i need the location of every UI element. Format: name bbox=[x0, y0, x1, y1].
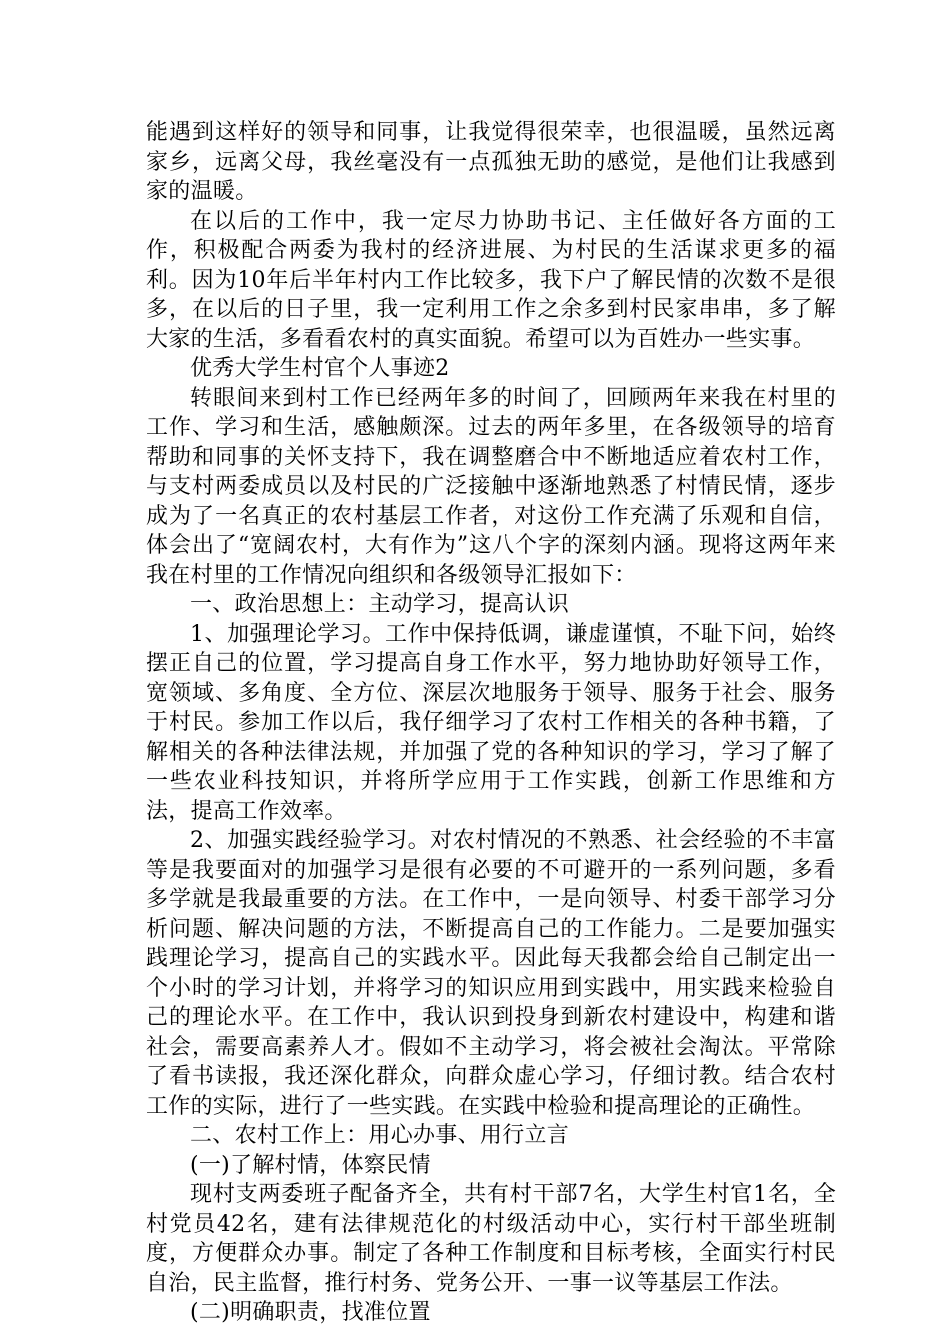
paragraph-practice-study: 2、加强实践经验学习。对农村情况的不熟悉、社会经验的不丰富等是我要面对的加强学习是很有必要的不可避开的一系列问题，多看多学就是我最重要的方法。在工作中，一是向领导、村委干部学习分析问题、解决问题的方法，不断提高自己的工作能力。二是要加强实践理论学习，提高自己的实践水平。因此每天我都会给自己制定出一个小时的学习计划，并将学习的知识应用到实践中，用实践来检验自己的理论水平。在工作中，我认识到投身到新农村建设中，构建和谐社会，需要高素养人才。假如不主动学习，将会被社会淘汰。平常除了看书读报，我还深化群众，向群众虚心学习，仔细讨教。结合农村工作的实际，进行了一些实践。在实践中检验和提高理论的正确性。 bbox=[146, 828, 836, 1119]
document-page bbox=[146, 118, 836, 1328]
heading-political-thought: 一、政治思想上：主动学习，提高认识 bbox=[190, 592, 570, 617]
section-title-story-2: 优秀大学生村官个人事迹2 bbox=[190, 356, 450, 381]
paragraph-continuation: 能遇到这样好的领导和同事，让我觉得很荣幸，也很温暖，虽然远离家乡，远离父母，我丝毫没有一点孤独无助的感觉，是他们让我感到家的温暖。 bbox=[146, 120, 836, 204]
subheading-village-situation: (一)了解村情，体察民情 bbox=[190, 1152, 431, 1178]
paragraph-theory-study: 1、加强理论学习。工作中保持低调，谦虚谨慎，不耻下问，始终摆正自己的位置，学习提高自身工作水平，努力地协助好领导工作，宽领域、多角度、全方位、深层次地服务于领导、服务于社会、服务于村民。参加工作以后，我仔细学习了农村工作相关的各种书籍，了解相关的各种法律法规，并加强了党的各种知识的学习，学习了解了一些农业科技知识，并将所学应用于工作实践，创新工作思维和方法，提高工作效率。 bbox=[146, 621, 836, 824]
paragraph-intro: 转眼间来到村工作已经两年多的时间了，回顾两年来我在村里的工作、学习和生活，感触颇深。过去的两年多里，在各级领导的培育帮助和同事的关怀支持下，我在调整磨合中不断地适应着农村工作，与支村两委成员以及村民的广泛接触中逐渐地熟悉了村情民情，逐步成为了一名真正的农村基层工作者，对这份工作充满了乐观和自信，体会出了“宽阔农村，大有作为”这八个字的深刻内涵。现将这两年来我在村里的工作情况向组织和各级领导汇报如下： bbox=[146, 385, 836, 588]
subheading-clarify-duties: (二)明确职责，找准位置 bbox=[190, 1300, 431, 1325]
heading-rural-work: 二、农村工作上：用心办事、用行立言 bbox=[190, 1123, 570, 1148]
paragraph-future-work: 在以后的工作中，我一定尽力协助书记、主任做好各方面的工作，积极配合两委为我村的经济进展、为村民的生活谋求更多的福利。因为10年后半年村内工作比较多，我下户了解民情的次数不是很多，在以后的日子里，我一定利用工作之余多到村民家串串，多了解大家的生活，多看看农村的真实面貌。希望可以为百姓办一些实事。 bbox=[146, 208, 836, 352]
paragraph-village-committee: 现村支两委班子配备齐全，共有村干部7名，大学生村官1名，全村党员42名，建有法律规范化的村级活动中心，实行村干部坐班制度，方便群众办事。制定了各种工作制度和目标考核，全面实行村民自治，民主监督，推行村务、党务公开、一事一议等基层工作法。 bbox=[146, 1182, 836, 1296]
